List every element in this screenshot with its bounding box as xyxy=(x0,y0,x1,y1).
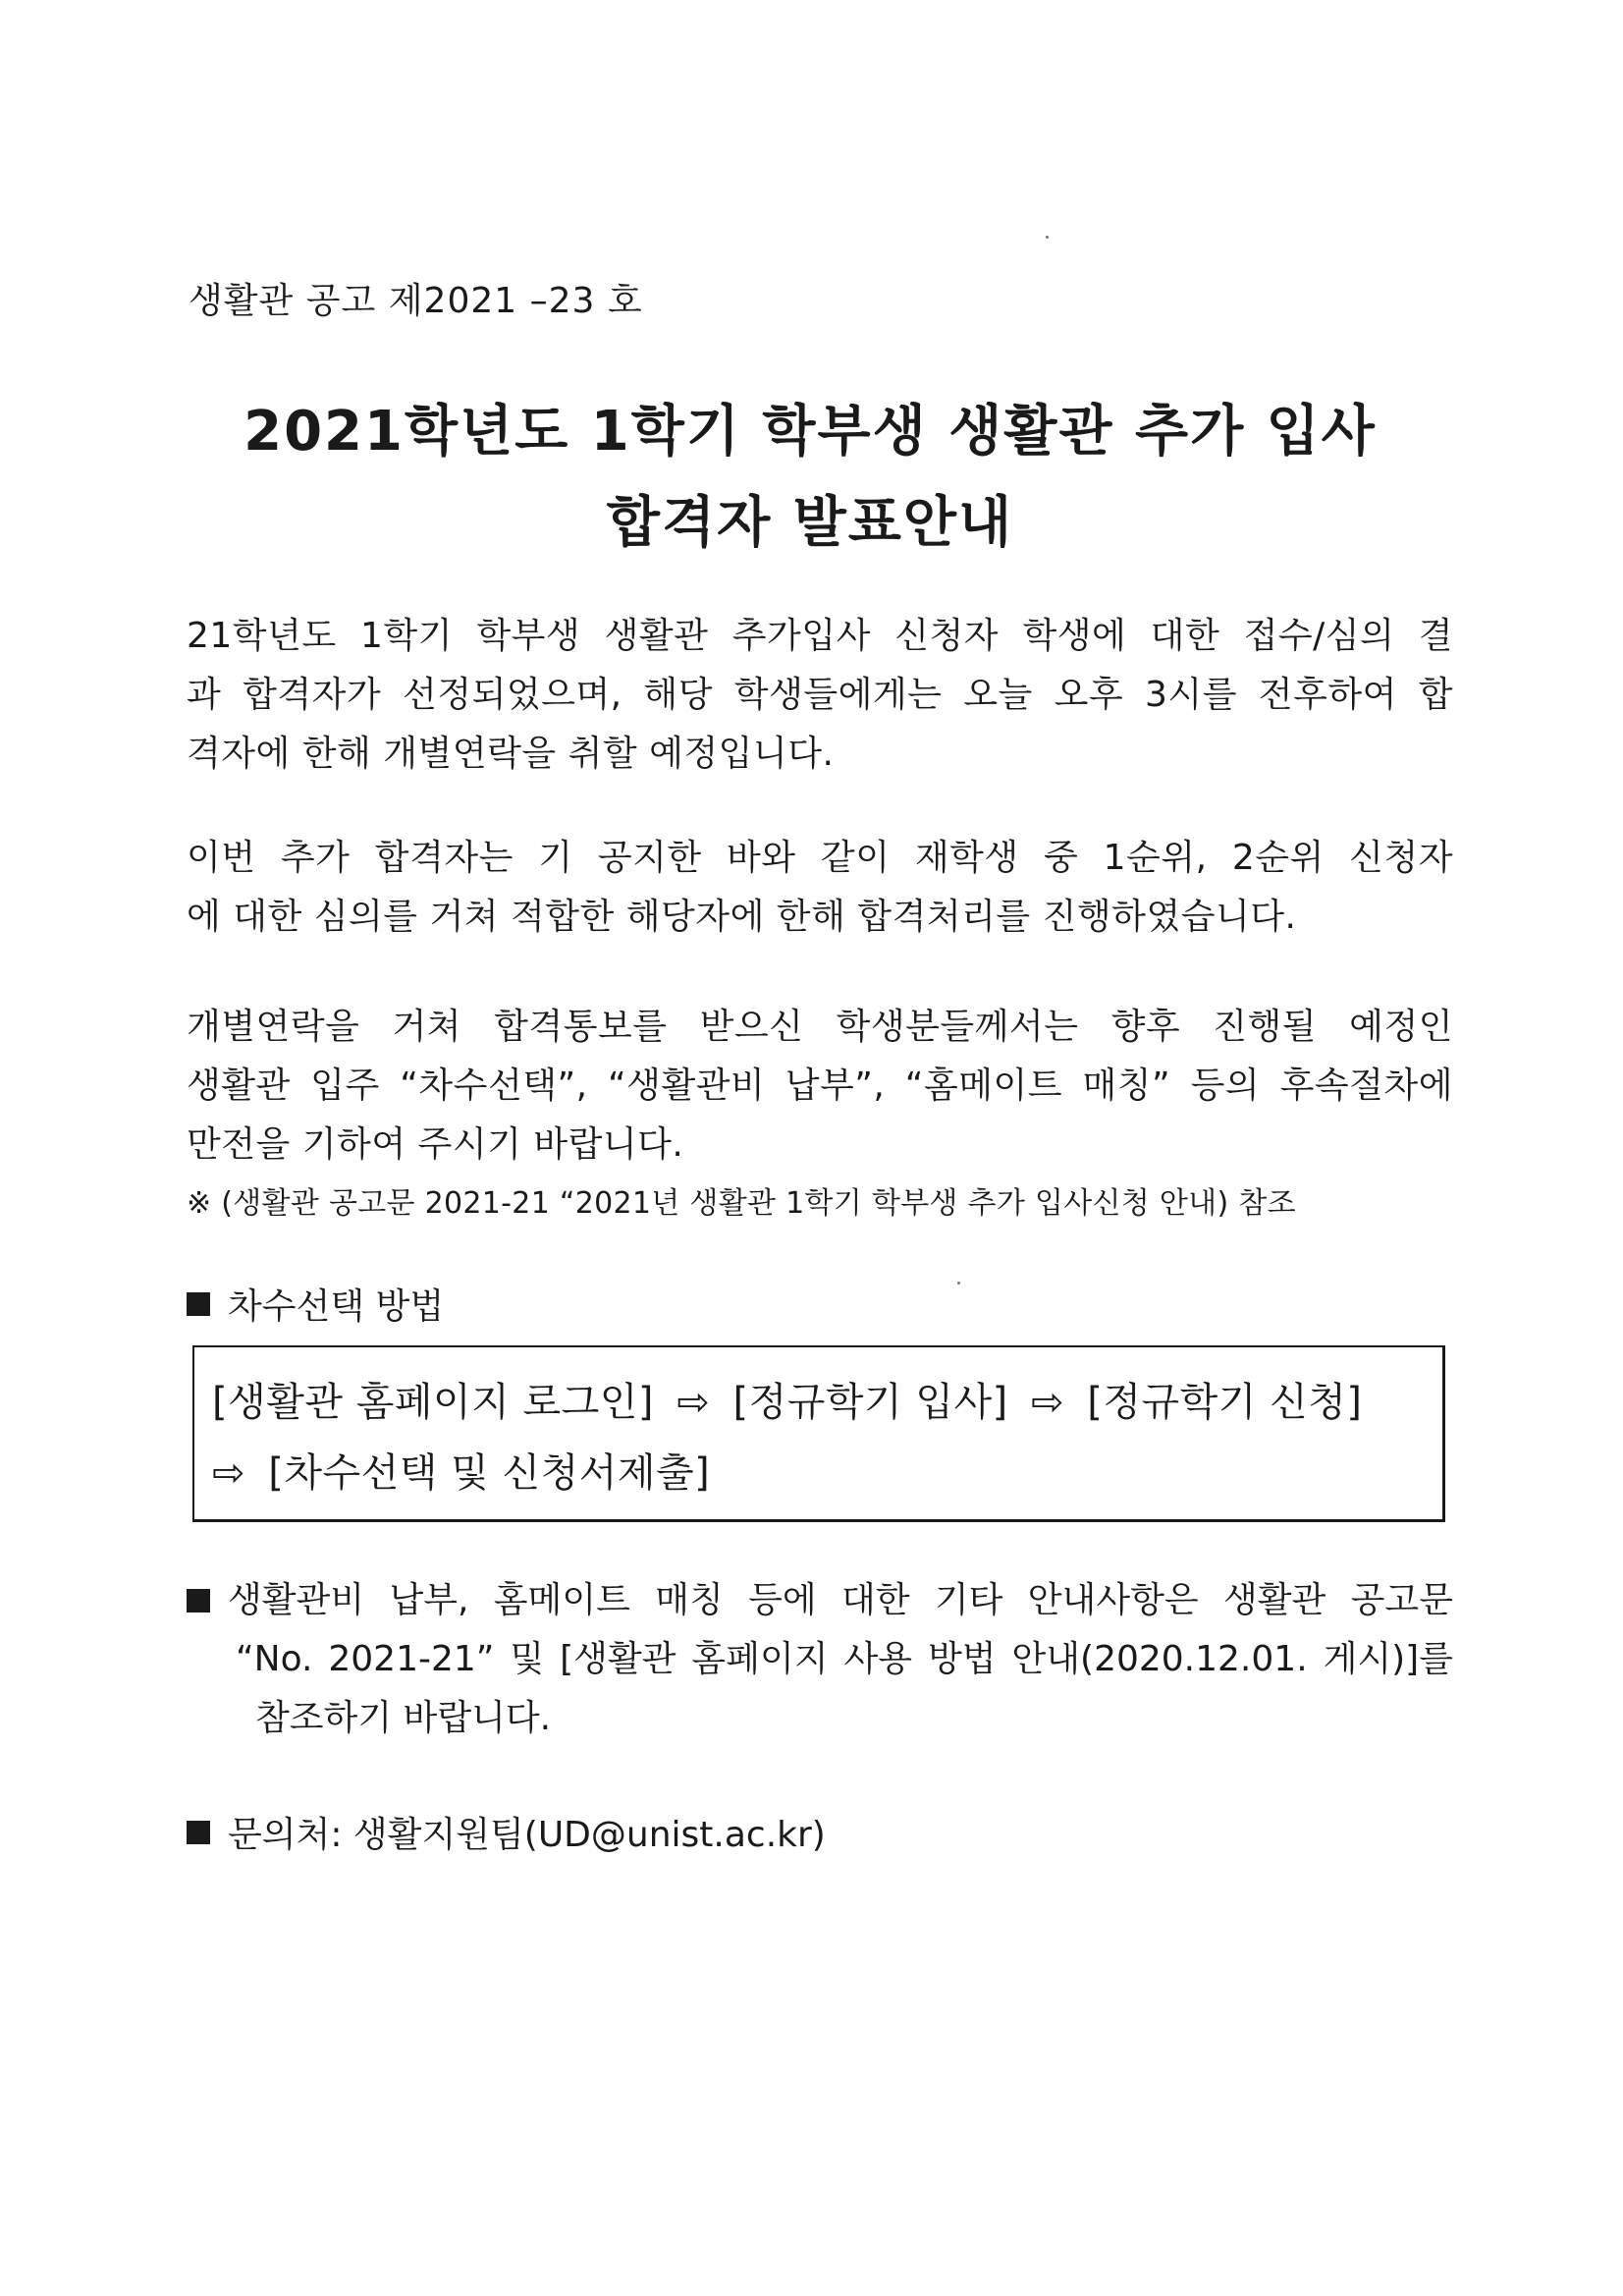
section-other-text: 생활관비 납부, 홈메이트 매칭 등에 대한 기타 안내사항은 생활관 공고문 xyxy=(228,1580,1453,1620)
section-other-line-3: 참조하기 바랍니다. xyxy=(255,1698,552,1738)
procedure-step: [정규학기 신청] xyxy=(1087,1380,1363,1425)
square-bullet-icon xyxy=(187,1821,210,1844)
paragraph-line: 에 대한 심의를 거쳐 적합한 해당자에 한해 합격처리를 진행하였습니다. xyxy=(187,897,1297,937)
contact-text: 문의처: 생활지원팀(UD@unist.ac.kr) xyxy=(228,1815,826,1855)
section-other-line-1 xyxy=(187,1571,1453,1630)
paragraph-line: 격자에 한해 개별연락을 취할 예정입니다. xyxy=(187,734,835,774)
procedure-step: [차수선택 및 신청서제출] xyxy=(268,1450,711,1496)
section-other-info xyxy=(187,1571,1453,1748)
right-arrow-icon: ⇨ xyxy=(676,1380,711,1425)
procedure-line-2 xyxy=(212,1442,710,1498)
right-arrow-icon: ⇨ xyxy=(212,1450,246,1496)
paragraph-selection-criteria xyxy=(187,829,1453,947)
section-heading-text: 차수선택 방법 xyxy=(228,1286,445,1327)
procedure-step: [생활관 홈페이지 로그인] xyxy=(212,1380,655,1425)
square-bullet-icon xyxy=(187,1589,210,1613)
paragraph-line: 만전을 기하여 주시기 바랍니다. xyxy=(187,1124,684,1165)
section-contact xyxy=(187,1807,826,1857)
scan-speck xyxy=(1046,236,1049,239)
scan-speck xyxy=(957,1282,960,1285)
square-bullet-icon xyxy=(187,1292,210,1316)
paragraph-result-announcement xyxy=(187,607,1453,784)
paragraph-line: 개별연락을 거쳐 합격통보를 받으신 학생분들께서는 향후 진행될 예정인 xyxy=(187,1007,1453,1047)
reference-note: ※ (생활관 공고문 2021-21 “2021년 생활관 1학기 학부생 추가 입사신청 안내) 참조 xyxy=(187,1186,1296,1221)
procedure-line-1 xyxy=(212,1371,1362,1427)
paragraph-line: 과 합격자가 선정되었으며, 해당 학생들에게는 오늘 오후 3시를 전후하여 합 xyxy=(187,675,1453,715)
paragraph-follow-up xyxy=(187,998,1453,1175)
section-procedure-heading xyxy=(187,1279,444,1329)
document-title-line-1: 2021학년도 1학기 학부생 생활관 추가 입사 xyxy=(243,400,1377,464)
section-other-line-2: “No. 2021-21” 및 [생활관 홈페이지 사용 방법 안내(2020.12.01. 게시)]를 xyxy=(236,1639,1453,1679)
right-arrow-icon: ⇨ xyxy=(1030,1380,1064,1425)
paragraph-line: 21학년도 1학기 학부생 생활관 추가입사 신청자 학생에 대한 접수/심의 결 xyxy=(187,616,1453,656)
document-title-line-2: 합격자 발표안내 xyxy=(606,491,1014,555)
procedure-step: [정규학기 입사] xyxy=(732,1380,1008,1425)
paragraph-line: 이번 추가 합격자는 기 공지한 바와 같이 재학생 중 1순위, 2순위 신청자 xyxy=(187,838,1453,878)
notice-number: 생활관 공고 제2021 –23 호 xyxy=(189,281,643,321)
paragraph-line: 생활관 입주 “차수선택”, “생활관비 납부”, “홈메이트 매칭” 등의 후속절차에 xyxy=(187,1066,1453,1106)
procedure-box xyxy=(192,1345,1445,1522)
